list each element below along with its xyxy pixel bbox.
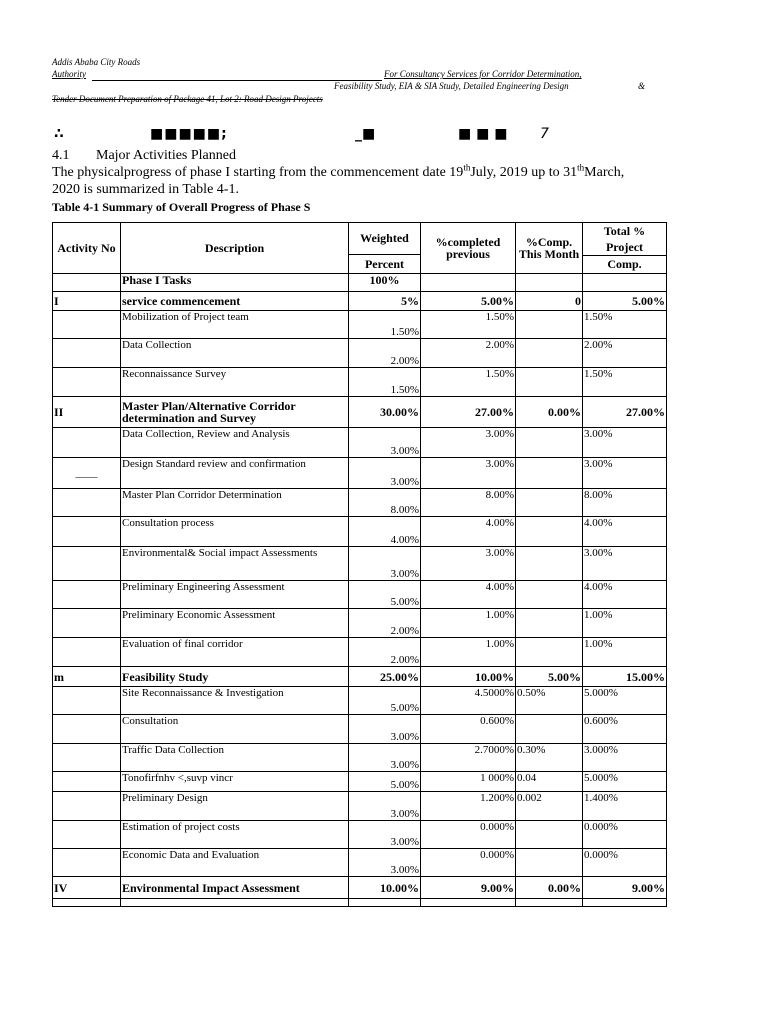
activity-no-cell — [53, 792, 121, 821]
progress-table — [52, 222, 667, 907]
completed-previous-cell: 27.00% — [421, 397, 516, 428]
symbol-4: ■ ■ ■ — [458, 126, 508, 142]
total-cell: 3.000% — [583, 744, 667, 772]
comp-this-month-cell — [516, 368, 583, 397]
total-cell: 5.00% — [583, 292, 667, 311]
weighted-cell: 3.00% — [349, 458, 421, 489]
total-cell: 8.00% — [583, 489, 667, 517]
table-row — [53, 667, 667, 687]
table-row — [53, 792, 667, 821]
weighted-cell: 3.00% — [349, 792, 421, 821]
total-cell: 1.00% — [583, 609, 667, 638]
activity-no-cell — [53, 339, 121, 368]
completed-previous-cell: 3.00% — [421, 458, 516, 489]
description-cell: Mobilization of Project team — [121, 311, 349, 339]
comp-this-month-cell: 0.00% — [516, 397, 583, 428]
total-cell: 3.00% — [583, 428, 667, 458]
total-cell: 0.000% — [583, 849, 667, 877]
description-cell: service commencement — [121, 292, 349, 311]
description-cell: Consultation process — [121, 517, 349, 547]
completed-previous-cell: 8.00% — [421, 489, 516, 517]
description-cell: Data Collection, Review and Analysis — [121, 428, 349, 458]
total-cell: 1.50% — [583, 368, 667, 397]
weighted-cell: 8.00% — [349, 489, 421, 517]
table-row — [53, 292, 667, 311]
total-cell: 1.50% — [583, 311, 667, 339]
description-cell: Economic Data and Evaluation — [121, 849, 349, 877]
completed-previous-cell: 10.00% — [421, 667, 516, 687]
total-cell: 15.00% — [583, 667, 667, 687]
activity-no-cell — [53, 744, 121, 772]
table-row — [53, 715, 667, 744]
activity-no-cell: ____ — [53, 458, 121, 489]
activity-no-cell — [53, 687, 121, 715]
section-title: Major Activities Planned — [96, 148, 236, 163]
comp-this-month-cell — [516, 849, 583, 877]
completed-previous-cell: 0.600% — [421, 715, 516, 744]
description-cell: Reconnaissance Survey — [121, 368, 349, 397]
weighted-cell: 5% — [349, 292, 421, 311]
header-strike-line: Tender Document Preparation of Package 41, Lot 2: Road Design Projects — [52, 94, 323, 104]
completed-previous-cell: 3.00% — [421, 547, 516, 581]
total-cell: 5.000% — [583, 687, 667, 715]
comp-this-month-cell — [516, 821, 583, 849]
comp-this-month-cell: 0.04 — [516, 772, 583, 792]
comp-this-month-cell — [516, 428, 583, 458]
total-cell: 2.00% — [583, 339, 667, 368]
table-row — [53, 547, 667, 581]
table-row — [53, 821, 667, 849]
header-description: Description — [121, 223, 349, 274]
phase-month — [516, 274, 583, 292]
description-cell: Tonofirfnhv <,suvp vincr — [121, 772, 349, 792]
activity-no-cell — [53, 368, 121, 397]
table-row — [53, 772, 667, 792]
comp-this-month-cell — [516, 489, 583, 517]
weighted-cell: 25.00% — [349, 667, 421, 687]
weighted-cell: 4.00% — [349, 517, 421, 547]
header-weighted-top: Weighted — [360, 231, 409, 245]
weighted-cell: 1.50% — [349, 368, 421, 397]
activity-no-cell — [53, 849, 121, 877]
empty-cell — [583, 899, 667, 907]
comp-this-month-cell: 0.30% — [516, 744, 583, 772]
comp-this-month-cell — [516, 715, 583, 744]
completed-previous-cell: 1.00% — [421, 638, 516, 667]
description-cell: Data Collection — [121, 339, 349, 368]
completed-previous-cell: 4.00% — [421, 581, 516, 609]
activity-no-cell — [53, 489, 121, 517]
table-caption: Table 4-1 Summary of Overall Progress of Phase S — [52, 200, 311, 214]
total-cell: 0.600% — [583, 715, 667, 744]
phase-prev — [421, 274, 516, 292]
comp-this-month-cell — [516, 638, 583, 667]
total-cell: 9.00% — [583, 877, 667, 899]
total-cell: 3.00% — [583, 458, 667, 489]
completed-previous-cell: 1.200% — [421, 792, 516, 821]
completed-previous-cell: 4.00% — [421, 517, 516, 547]
table-row — [53, 687, 667, 715]
header-total-mid: Project — [605, 240, 644, 254]
weighted-cell: 3.00% — [349, 821, 421, 849]
weighted-cell: 5.00% — [349, 687, 421, 715]
completed-previous-cell: 1 000% — [421, 772, 516, 792]
comp-this-month-cell: 0.00% — [516, 877, 583, 899]
activity-no-cell: II — [53, 397, 121, 428]
activity-no-cell — [53, 517, 121, 547]
description-cell: Preliminary Design — [121, 792, 349, 821]
empty-cell — [53, 899, 121, 907]
empty-cell — [349, 899, 421, 907]
completed-previous-cell: 1.00% — [421, 609, 516, 638]
table-row — [53, 744, 667, 772]
weighted-cell: 3.00% — [349, 849, 421, 877]
phase-row — [53, 274, 667, 292]
completed-previous-cell: 1.50% — [421, 368, 516, 397]
description-cell: Master Plan Corridor Determination — [121, 489, 349, 517]
comp-this-month-cell: 0.50% — [516, 687, 583, 715]
table-row — [53, 339, 667, 368]
description-cell: Environmental& Social impact Assessments — [121, 547, 349, 581]
activity-no-cell: IV — [53, 877, 121, 899]
table-row — [53, 517, 667, 547]
comp-this-month-cell — [516, 339, 583, 368]
comp-this-month-cell — [516, 581, 583, 609]
table-row — [53, 428, 667, 458]
symbol-1: ∴ — [54, 126, 64, 142]
comp-this-month-cell — [516, 311, 583, 339]
comp-this-month-cell: 0 — [516, 292, 583, 311]
completed-previous-cell: 3.00% — [421, 428, 516, 458]
paragraph-line-2: 2020 is summarized in Table 4-1. — [52, 182, 239, 197]
section-number: 4.1 — [52, 148, 70, 163]
total-cell: 4.00% — [583, 581, 667, 609]
comp-this-month-cell — [516, 458, 583, 489]
activity-no-cell — [53, 772, 121, 792]
comp-this-month-cell — [516, 547, 583, 581]
table-row — [53, 849, 667, 877]
phase-total — [583, 274, 667, 292]
activity-no-cell — [53, 547, 121, 581]
description-cell: Estimation of project costs — [121, 821, 349, 849]
header-weighted — [349, 223, 421, 274]
table-header-row — [53, 223, 667, 274]
table-row — [53, 489, 667, 517]
description-cell: Traffic Data Collection — [121, 744, 349, 772]
description-cell: Master Plan/Alternative Corridor determination and Survey — [121, 397, 349, 428]
table-row — [53, 458, 667, 489]
total-cell: 4.00% — [583, 517, 667, 547]
paragraph-text-a: The physicalprogress of phase I starting from the commencement date 19 — [52, 165, 464, 180]
phase-label: Phase I Tasks — [121, 274, 349, 292]
activity-no-cell — [53, 638, 121, 667]
weighted-cell: 30.00% — [349, 397, 421, 428]
header-completed-previous: %completed previous — [421, 223, 516, 274]
weighted-cell: 10.00% — [349, 877, 421, 899]
completed-previous-cell: 4.5000% — [421, 687, 516, 715]
completed-previous-cell: 0.000% — [421, 821, 516, 849]
weighted-cell: 3.00% — [349, 547, 421, 581]
table-row — [53, 581, 667, 609]
paragraph-sup-1: th — [463, 162, 471, 173]
activity-no-cell — [53, 428, 121, 458]
activity-no-cell: I — [53, 292, 121, 311]
description-cell: Preliminary Engineering Assessment — [121, 581, 349, 609]
total-cell: 5.000% — [583, 772, 667, 792]
description-cell: Design Standard review and confirmation — [121, 458, 349, 489]
weighted-cell: 2.00% — [349, 609, 421, 638]
table-row — [53, 877, 667, 899]
activity-no-cell — [53, 821, 121, 849]
header-ampersand: & — [638, 81, 646, 91]
completed-previous-cell: 2.00% — [421, 339, 516, 368]
header-activity-no: Activity No — [53, 223, 121, 274]
description-cell: Evaluation of final corridor — [121, 638, 349, 667]
header-total-bottom: Comp. — [583, 255, 666, 273]
weighted-cell: 5.00% — [349, 772, 421, 792]
comp-this-month-cell — [516, 517, 583, 547]
completed-previous-cell: 9.00% — [421, 877, 516, 899]
header-right-line-2: Feasibility Study, EIA & SIA Study, Detailed Engineering Design — [334, 81, 569, 91]
weighted-cell: 5.00% — [349, 581, 421, 609]
table-row — [53, 311, 667, 339]
total-cell: 1.00% — [583, 638, 667, 667]
description-cell: Consultation — [121, 715, 349, 744]
symbol-3: _■ — [355, 126, 376, 142]
completed-previous-cell: 2.7000% — [421, 744, 516, 772]
weighted-cell: 3.00% — [349, 744, 421, 772]
table-row — [53, 397, 667, 428]
authority-line-2: Authority — [52, 69, 86, 79]
weighted-cell: 2.00% — [349, 339, 421, 368]
table-row — [53, 609, 667, 638]
header-right-line-1: For Consultancy Services for Corridor Determination, — [384, 69, 582, 79]
weighted-cell: 3.00% — [349, 715, 421, 744]
paragraph-text-b: July, 2019 up to 31 — [470, 165, 578, 180]
completed-previous-cell: 5.00% — [421, 292, 516, 311]
activity-no-cell — [53, 715, 121, 744]
header-weighted-bottom: Percent — [349, 254, 420, 273]
completed-previous-cell: 0.000% — [421, 849, 516, 877]
authority-line-1: Addis Ababa City Roads — [52, 57, 141, 67]
header-total-top: Total % — [603, 224, 646, 238]
weighted-cell: 2.00% — [349, 638, 421, 667]
total-cell: 3.00% — [583, 547, 667, 581]
table-row — [53, 368, 667, 397]
phase-no — [53, 274, 121, 292]
symbol-2: ■■■■■; — [150, 126, 228, 142]
empty-cell — [516, 899, 583, 907]
total-cell: 1.400% — [583, 792, 667, 821]
total-cell: 0.000% — [583, 821, 667, 849]
activity-no-cell: m — [53, 667, 121, 687]
completed-previous-cell: 1.50% — [421, 311, 516, 339]
total-cell: 27.00% — [583, 397, 667, 428]
activity-no-cell — [53, 609, 121, 638]
description-cell: Environmental Impact Assessment — [121, 877, 349, 899]
comp-this-month-cell: 5.00% — [516, 667, 583, 687]
activity-no-cell — [53, 311, 121, 339]
comp-this-month-cell — [516, 609, 583, 638]
empty-cell — [421, 899, 516, 907]
header-comp-this-month: %Comp. This Month — [516, 223, 583, 274]
weighted-cell: 3.00% — [349, 428, 421, 458]
paragraph-sup-2: th — [577, 162, 585, 173]
description-cell: Feasibility Study — [121, 667, 349, 687]
empty-cell — [121, 899, 349, 907]
activity-no-cell — [53, 581, 121, 609]
description-cell: Preliminary Economic Assessment — [121, 609, 349, 638]
header-total — [583, 223, 667, 274]
table-row-empty — [53, 899, 667, 907]
comp-this-month-cell: 0.002 — [516, 792, 583, 821]
phase-weight: 100% — [349, 274, 421, 292]
table-row — [53, 638, 667, 667]
symbol-5: 7 — [540, 126, 549, 142]
weighted-cell: 1.50% — [349, 311, 421, 339]
description-cell: Site Reconnaissance & Investigation — [121, 687, 349, 715]
paragraph-text-c: March, — [584, 165, 625, 180]
paragraph-line-1 — [52, 162, 625, 181]
